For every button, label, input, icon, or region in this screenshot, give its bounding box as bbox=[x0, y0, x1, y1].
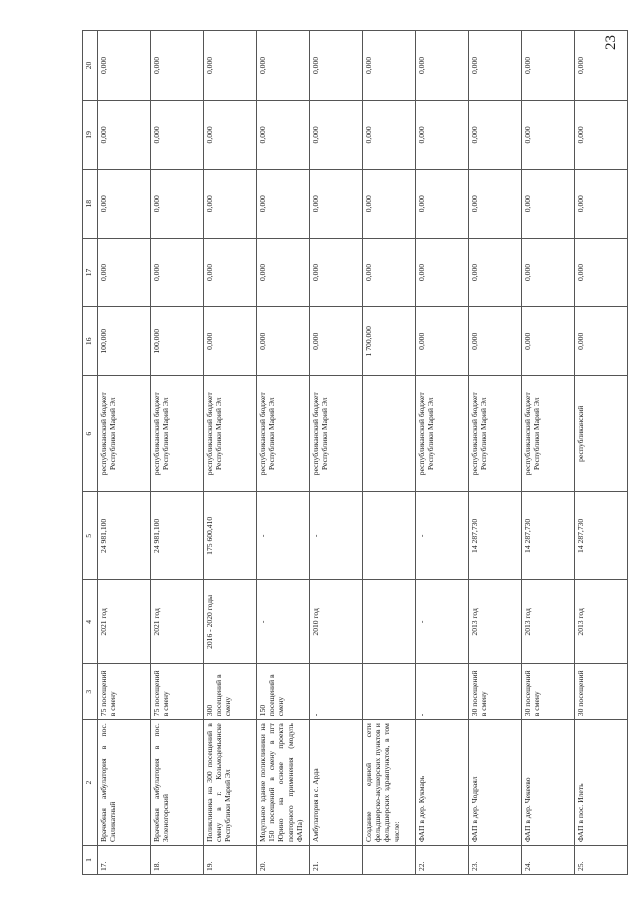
table-row bbox=[522, 31, 575, 875]
table-row bbox=[98, 31, 151, 875]
table-row bbox=[204, 31, 257, 875]
year: - bbox=[257, 580, 310, 664]
year: 2016 - 2020 годы bbox=[204, 580, 257, 664]
table-row bbox=[416, 31, 469, 875]
row-number: 24. bbox=[522, 845, 575, 874]
column-header: 2 bbox=[83, 720, 98, 846]
header-row bbox=[83, 31, 98, 875]
object-name: Поликлиника на 300 посещений в смену в г. Козьмодемьянске Республики Марий Эл bbox=[204, 720, 257, 846]
row-number: 22. bbox=[416, 845, 469, 874]
capacity: 30 посещений bbox=[575, 664, 628, 720]
funding-source: республиканский bbox=[575, 376, 628, 492]
value-20: 0,000 bbox=[204, 31, 257, 101]
value-18: 0,000 bbox=[151, 169, 204, 238]
table-body bbox=[98, 31, 628, 875]
cost: - bbox=[416, 492, 469, 580]
capacity: 75 посещений в смену bbox=[151, 664, 204, 720]
column-header: 19 bbox=[83, 100, 98, 169]
value-20: 0,000 bbox=[98, 31, 151, 101]
value-16: 0,000 bbox=[204, 307, 257, 376]
capacity: 150 посещений в смену bbox=[257, 664, 310, 720]
column-header: 16 bbox=[83, 307, 98, 376]
value-16: 0,000 bbox=[257, 307, 310, 376]
value-17: 0,000 bbox=[416, 238, 469, 307]
table-row bbox=[575, 31, 628, 875]
value-18: 0,000 bbox=[416, 169, 469, 238]
column-header: 1 bbox=[83, 845, 98, 874]
cost: 24 981,100 bbox=[98, 492, 151, 580]
cost: - bbox=[257, 492, 310, 580]
object-name: ФАП в дер. Чекеево bbox=[522, 720, 575, 846]
column-header: 5 bbox=[83, 492, 98, 580]
value-19: 0,000 bbox=[469, 100, 522, 169]
value-16: 100,000 bbox=[151, 307, 204, 376]
value-16: 0,000 bbox=[416, 307, 469, 376]
value-18: 0,000 bbox=[98, 169, 151, 238]
value-17: 0,000 bbox=[310, 238, 363, 307]
row-number: 20. bbox=[257, 845, 310, 874]
funding-source: республиканский бюджет Республики Марий Эл bbox=[522, 376, 575, 492]
row-number bbox=[363, 845, 416, 874]
object-name: ФАП в пос. Илеть bbox=[575, 720, 628, 846]
value-16: 100,000 bbox=[98, 307, 151, 376]
year: - bbox=[416, 580, 469, 664]
value-19: 0,000 bbox=[98, 100, 151, 169]
value-16: 0,000 bbox=[575, 307, 628, 376]
row-number: 21. bbox=[310, 845, 363, 874]
capacity: 75 посещений в смену bbox=[98, 664, 151, 720]
page-number: 23 bbox=[603, 35, 619, 50]
value-17: 0,000 bbox=[575, 238, 628, 307]
object-name: Врачебная амбулатория в пос. Зеленогорский bbox=[151, 720, 204, 846]
value-18: 0,000 bbox=[469, 169, 522, 238]
value-20: 0,000 bbox=[416, 31, 469, 101]
capacity: 30 посещений в смену bbox=[522, 664, 575, 720]
value-18: 0,000 bbox=[575, 169, 628, 238]
object-name: Амбулатория в с. Арда bbox=[310, 720, 363, 846]
capacity: - bbox=[416, 664, 469, 720]
value-18: 0,000 bbox=[204, 169, 257, 238]
year: 2021 год bbox=[151, 580, 204, 664]
year: 2013 год bbox=[469, 580, 522, 664]
rotated-table-container bbox=[82, 30, 627, 875]
value-18: 0,000 bbox=[522, 169, 575, 238]
cost: 14 287,730 bbox=[522, 492, 575, 580]
cost: 175 600,410 bbox=[204, 492, 257, 580]
value-19: 0,000 bbox=[416, 100, 469, 169]
column-header: 4 bbox=[83, 580, 98, 664]
row-number: 25. bbox=[575, 845, 628, 874]
cost: 14 287,730 bbox=[575, 492, 628, 580]
funding-source: республиканский бюджет Республики Марий Эл bbox=[151, 376, 204, 492]
funding-source: республиканский бюджет Республики Марий Эл bbox=[310, 376, 363, 492]
funding-source: республиканский бюджет Республики Марий Эл bbox=[469, 376, 522, 492]
value-17: 0,000 bbox=[522, 238, 575, 307]
funding-source: республиканский бюджет Республики Марий Эл bbox=[98, 376, 151, 492]
value-16: 0,000 bbox=[522, 307, 575, 376]
value-20: 0,000 bbox=[522, 31, 575, 101]
value-19: 0,000 bbox=[151, 100, 204, 169]
cost: - bbox=[310, 492, 363, 580]
funding-source: республиканский бюджет Республики Марий Эл bbox=[416, 376, 469, 492]
value-16: 0,000 bbox=[310, 307, 363, 376]
value-17: 0,000 bbox=[98, 238, 151, 307]
capacity bbox=[363, 664, 416, 720]
value-16: 1 700,000 bbox=[363, 307, 416, 376]
value-16: 0,000 bbox=[469, 307, 522, 376]
value-19: 0,000 bbox=[204, 100, 257, 169]
value-20: 0,000 bbox=[257, 31, 310, 101]
year: 2021 год bbox=[98, 580, 151, 664]
object-name: Врачебная амбулатория в пос. Силикатный bbox=[98, 720, 151, 846]
value-17: 0,000 bbox=[363, 238, 416, 307]
year: 2013 год bbox=[522, 580, 575, 664]
value-19: 0,000 bbox=[575, 100, 628, 169]
table-row bbox=[469, 31, 522, 875]
capacity: - bbox=[310, 664, 363, 720]
value-18: 0,000 bbox=[363, 169, 416, 238]
table-row bbox=[310, 31, 363, 875]
capacity: 300 посещений в смену bbox=[204, 664, 257, 720]
table-row bbox=[363, 31, 416, 875]
table-row bbox=[151, 31, 204, 875]
column-header: 17 bbox=[83, 238, 98, 307]
value-20: 0,000 bbox=[363, 31, 416, 101]
value-17: 0,000 bbox=[151, 238, 204, 307]
column-header: 20 bbox=[83, 31, 98, 101]
row-number: 18. bbox=[151, 845, 204, 874]
value-18: 0,000 bbox=[257, 169, 310, 238]
cost: 24 981,100 bbox=[151, 492, 204, 580]
funding-source: республиканский бюджет Республики Марий Эл bbox=[204, 376, 257, 492]
capacity: 30 посещений в смену bbox=[469, 664, 522, 720]
column-header: 6 bbox=[83, 376, 98, 492]
value-20: 0,000 bbox=[575, 31, 628, 101]
value-20: 0,000 bbox=[469, 31, 522, 101]
value-20: 0,000 bbox=[310, 31, 363, 101]
object-name: ФАП в дер. Чодраял bbox=[469, 720, 522, 846]
program-table bbox=[82, 30, 628, 875]
row-number: 17. bbox=[98, 845, 151, 874]
value-17: 0,000 bbox=[204, 238, 257, 307]
object-name: Модульное здание поликлиники на 150 посещений в смену в пгт Юрино на основе проекта повторного применения (модуль ФАПа) bbox=[257, 720, 310, 846]
row-number: 19. bbox=[204, 845, 257, 874]
value-17: 0,000 bbox=[469, 238, 522, 307]
table-row bbox=[257, 31, 310, 875]
year: 2010 год bbox=[310, 580, 363, 664]
row-number: 23. bbox=[469, 845, 522, 874]
value-17: 0,000 bbox=[257, 238, 310, 307]
cost bbox=[363, 492, 416, 580]
object-name: Создание единой сети фельдшерско-акушерских пунктов и фельдшерских здравпунктов, в том числе: bbox=[363, 720, 416, 846]
value-19: 0,000 bbox=[257, 100, 310, 169]
year bbox=[363, 580, 416, 664]
cost: 14 287,730 bbox=[469, 492, 522, 580]
value-19: 0,000 bbox=[310, 100, 363, 169]
column-header: 18 bbox=[83, 169, 98, 238]
funding-source bbox=[363, 376, 416, 492]
value-20: 0,000 bbox=[151, 31, 204, 101]
object-name: ФАП в дер. Кукмарь bbox=[416, 720, 469, 846]
year: 2013 год bbox=[575, 580, 628, 664]
value-18: 0,000 bbox=[310, 169, 363, 238]
column-header: 3 bbox=[83, 664, 98, 720]
funding-source: республиканский бюджет Республики Марий Эл bbox=[257, 376, 310, 492]
value-19: 0,000 bbox=[522, 100, 575, 169]
value-19: 0,000 bbox=[363, 100, 416, 169]
